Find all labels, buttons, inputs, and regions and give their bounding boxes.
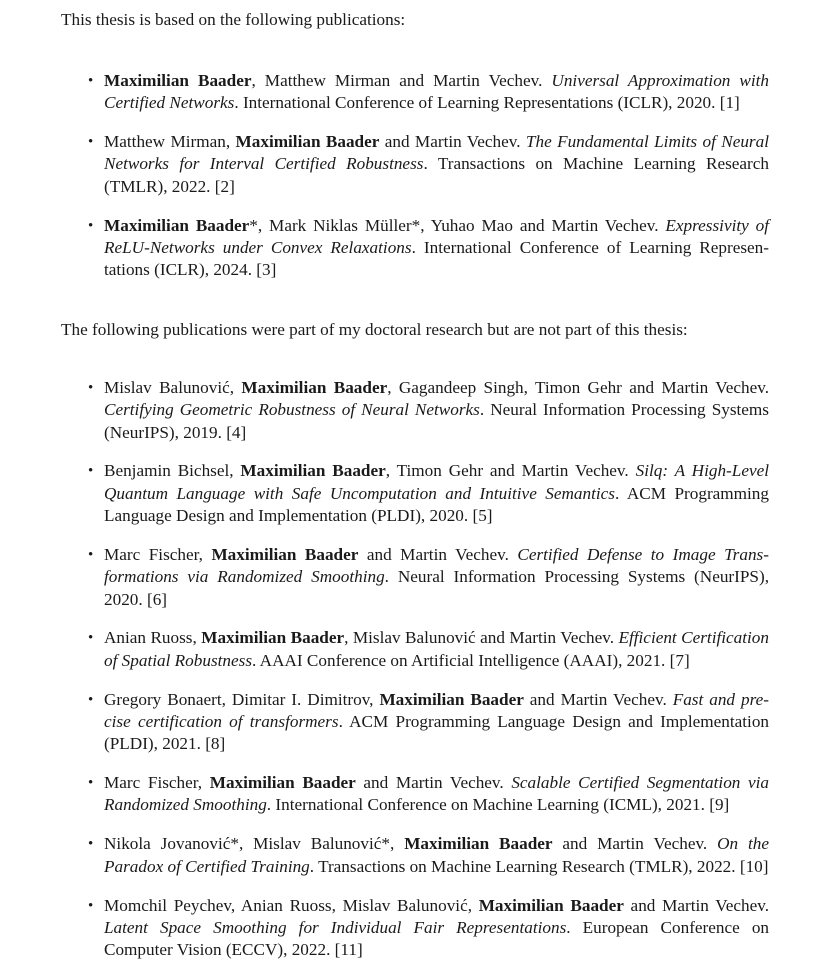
publication-title: Latent Space Smoothing for Individual Fair Representations bbox=[104, 917, 567, 937]
citation-text: . ACM Programming Language Design and Implementation (PLDI), 2021. [8] bbox=[104, 711, 770, 754]
author-highlight: Maximilian Baader bbox=[241, 378, 388, 397]
author-highlight: Maximilian Baader bbox=[240, 461, 386, 481]
publication-title: The Fundamental Limits of Neural Networks for Interval Certified Robustness bbox=[104, 132, 769, 174]
publication-item bbox=[61, 70, 769, 115]
citation-text: . Neural Information Processing Systems (NeurIPS), 2020. [6] bbox=[104, 567, 769, 609]
citation-text: Anian Ruoss, bbox=[104, 628, 202, 648]
citation-text: . International Conference of Learning Representations (ICLR), 2024. [3] bbox=[104, 237, 769, 280]
author-highlight: Maximilian Baader bbox=[379, 689, 524, 709]
author-highlight: Maximilian Baader bbox=[209, 773, 356, 793]
citation-text: . ACM Programming Language Design and Implementation (PLDI), 2020. [5] bbox=[104, 483, 769, 526]
publication-title: Certifying Geometric Robustness of Neural Networks bbox=[104, 400, 480, 420]
citation-text: and Martin Vechev. bbox=[379, 132, 526, 152]
bullet-icon: • bbox=[88, 775, 94, 792]
publication-item bbox=[61, 895, 769, 962]
publication-citation bbox=[104, 544, 769, 611]
author-highlight: Maximilian Baader bbox=[235, 132, 380, 152]
publication-item bbox=[61, 215, 769, 282]
bullet-icon: • bbox=[88, 897, 94, 914]
bullet-icon: • bbox=[88, 836, 94, 853]
other-publications-list bbox=[61, 377, 769, 961]
citation-text: and Martin Vechev. bbox=[358, 544, 518, 564]
other-publications-intro: The following publications were part of my doctoral research but are not part of this thesis: bbox=[61, 320, 688, 339]
citation-text: and Martin Vechev. bbox=[623, 895, 770, 915]
publication-item bbox=[61, 627, 769, 672]
citation-text: . Transactions on Machine Learning Research (TMLR), 2022. [2] bbox=[104, 154, 769, 196]
publication-item bbox=[61, 131, 769, 198]
bullet-icon: • bbox=[88, 463, 94, 480]
citation-text: . Transactions on Machine Learning Research (TMLR), 2022. [10] bbox=[309, 856, 769, 876]
citation-text: Marc Fischer, bbox=[104, 773, 210, 793]
citation-text: . AAAI Conference on Artificial Intelligence (AAAI), 2021. [7] bbox=[252, 650, 690, 670]
citation-text: Gregory Bonaert, Dimitar I. Dimitrov, bbox=[104, 689, 380, 709]
publication-citation bbox=[104, 131, 769, 198]
citation-text: , Matthew Mirman and Martin Vechev. bbox=[251, 71, 552, 90]
bullet-icon: • bbox=[88, 546, 94, 563]
publication-item bbox=[61, 460, 769, 527]
publication-citation bbox=[104, 772, 769, 817]
publication-citation bbox=[104, 833, 769, 878]
citation-text: , Gagandeep Singh, Timon Gehr and Martin Vechev. bbox=[387, 378, 770, 397]
publication-item bbox=[61, 689, 769, 756]
bullet-icon: • bbox=[88, 217, 94, 234]
publication-citation bbox=[104, 895, 769, 962]
publication-title: Expressivity of ReLU-Networks under Convex Relaxations bbox=[104, 215, 769, 257]
citation-text: , Mislav Balunović and Martin Vechev. bbox=[344, 628, 619, 648]
author-highlight: Maximilian Baader bbox=[404, 834, 553, 854]
citation-text: *, Mark Niklas Müller*, Yuhao Mao and Martin Vechev. bbox=[249, 215, 666, 235]
publication-item bbox=[61, 544, 769, 611]
publication-item bbox=[61, 772, 769, 817]
citation-text: , Timon Gehr and Martin Vechev. bbox=[385, 461, 636, 481]
citation-text: . International Conference on Machine Learning (ICML), 2021. [9] bbox=[266, 795, 730, 815]
citation-text: . International Conference of Learning Representations (ICLR), 2020. [1] bbox=[234, 93, 740, 113]
citation-text: Mislav Balunović, bbox=[104, 378, 242, 397]
publication-citation bbox=[104, 377, 769, 444]
publication-item bbox=[61, 377, 769, 444]
publication-item bbox=[61, 833, 769, 878]
publication-title: On the Paradox of Certified Training bbox=[104, 834, 769, 876]
publication-citation bbox=[104, 460, 769, 527]
publication-title: Certified Defense to Image Transformations via Randomized Smoothing bbox=[104, 544, 769, 587]
publication-title: Scalable Certified Segmentation via Randomized Smoothing bbox=[104, 773, 770, 815]
bullet-icon: • bbox=[88, 134, 94, 151]
citation-text: and Martin Vechev. bbox=[355, 773, 512, 793]
author-highlight: Maximilian Baader bbox=[104, 215, 250, 235]
publication-title: Fast and precise certification of transformers bbox=[104, 689, 769, 731]
publication-title: Silq: A High-Level Quantum Language with Safe Uncomputation and Intuitive Semantics bbox=[104, 461, 769, 503]
citation-text: . European Conference on Computer Vision (ECCV), 2022. [11] bbox=[104, 917, 770, 960]
publication-citation bbox=[104, 70, 769, 115]
author-highlight: Maximilian Baader bbox=[478, 895, 624, 915]
citation-text: and Martin Vechev. bbox=[552, 834, 718, 854]
publication-citation bbox=[104, 215, 769, 282]
main-publications-list bbox=[61, 70, 769, 282]
citation-text: Momchil Peychev, Anian Ruoss, Mislav Balunović, bbox=[104, 895, 479, 915]
publication-citation bbox=[104, 627, 769, 672]
citation-text: Matthew Mirman, bbox=[104, 132, 236, 152]
author-highlight: Maximilian Baader bbox=[104, 71, 252, 90]
publication-title: Universal Approximation with Certified Networks bbox=[104, 71, 770, 113]
citation-text: Nikola Jovanović*, Mislav Balunović*, bbox=[104, 834, 405, 854]
citation-text: . Neural Information Processing Systems (NeurIPS), 2019. [4] bbox=[104, 400, 769, 442]
author-highlight: Maximilian Baader bbox=[211, 544, 359, 564]
bullet-icon: • bbox=[88, 380, 94, 396]
bullet-icon: • bbox=[88, 630, 94, 647]
publication-title: Efficient Certification of Spatial Robustness bbox=[104, 628, 769, 670]
bullet-icon: • bbox=[88, 73, 94, 89]
publication-citation bbox=[104, 689, 769, 756]
author-highlight: Maximilian Baader bbox=[201, 628, 345, 648]
bullet-icon: • bbox=[88, 691, 94, 708]
citation-text: Benjamin Bichsel, bbox=[104, 461, 241, 481]
main-publications-intro: This thesis is based on the following publications: bbox=[61, 10, 406, 29]
citation-text: Marc Fischer, bbox=[104, 544, 212, 564]
citation-text: and Martin Vechev. bbox=[523, 689, 673, 709]
